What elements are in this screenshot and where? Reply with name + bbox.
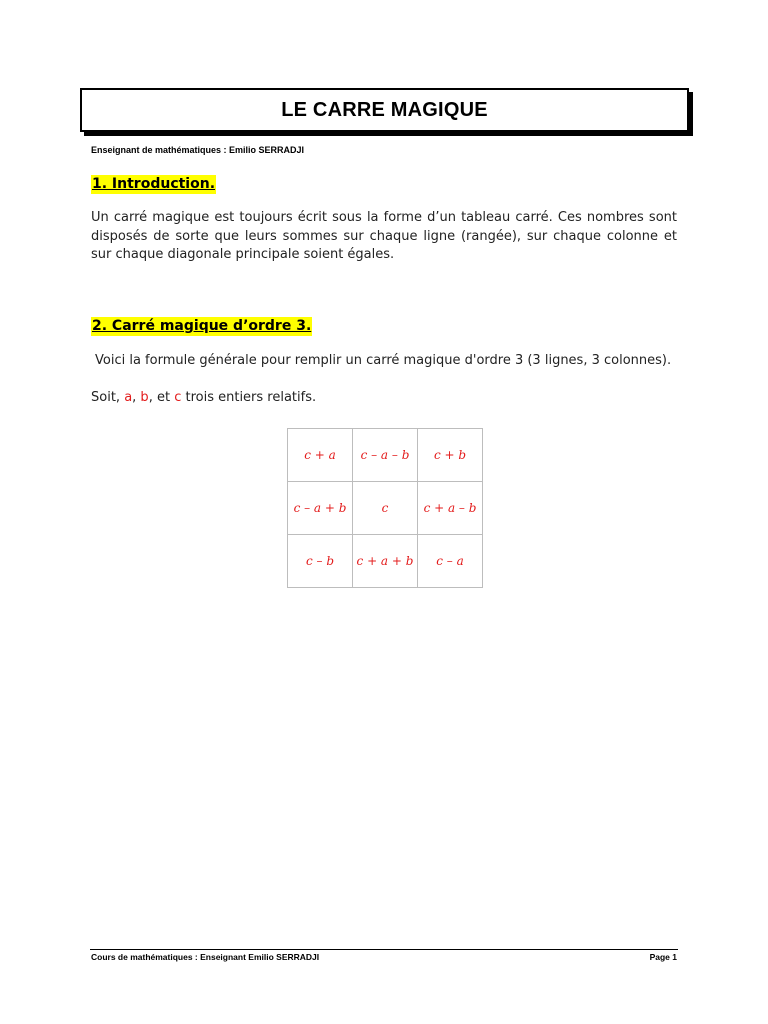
- magic-cell: c – a + b: [288, 482, 353, 535]
- footer-divider: [90, 949, 678, 950]
- table-row: [288, 482, 483, 535]
- variable-c: c: [174, 390, 182, 405]
- footer-page-number: Page 1: [649, 952, 677, 962]
- table-row: [288, 535, 483, 588]
- variables-prefix: Soit,: [91, 390, 125, 405]
- section-heading-order-3: 2. Carré magique d’ordre 3.: [92, 318, 312, 334]
- variable-a: a: [124, 390, 133, 405]
- magic-cell: c + a: [288, 429, 353, 482]
- formula-intro-paragraph: Voici la formule générale pour remplir un carré magique d'ordre 3 (3 lignes, 3 colonnes).: [95, 353, 672, 368]
- table-row: [288, 429, 483, 482]
- magic-cell: c: [353, 482, 418, 535]
- introduction-paragraph: Un carré magique est toujours écrit sous la forme d’un tableau carré. Ces nombres sont disposés de sorte que leurs sommes sur chaque ligne (rangée), sur chaque colonne et sur chaque diagonale principale soient égales.: [91, 210, 677, 262]
- variables-line: [91, 389, 677, 408]
- variables-sep-1: ,: [132, 390, 141, 405]
- magic-square-table: [287, 428, 483, 588]
- teacher-line: Enseignant de mathématiques : Emilio SERRADJI: [91, 145, 305, 155]
- magic-cell: c – a – b: [353, 429, 418, 482]
- variable-b: b: [140, 390, 149, 405]
- page-title: LE CARRE MAGIQUE: [281, 98, 488, 121]
- footer-course: Cours de mathématiques : Enseignant Emilio SERRADJI: [91, 952, 320, 962]
- magic-cell: c + b: [418, 429, 483, 482]
- section-heading-introduction: 1. Introduction.: [92, 176, 216, 192]
- variables-sep-2: , et: [148, 390, 175, 405]
- title-box: [80, 88, 689, 132]
- magic-cell: c + a + b: [353, 535, 418, 588]
- variables-suffix: trois entiers relatifs.: [181, 390, 317, 405]
- magic-cell: c + a – b: [418, 482, 483, 535]
- magic-cell: c – a: [418, 535, 483, 588]
- magic-cell: c – b: [288, 535, 353, 588]
